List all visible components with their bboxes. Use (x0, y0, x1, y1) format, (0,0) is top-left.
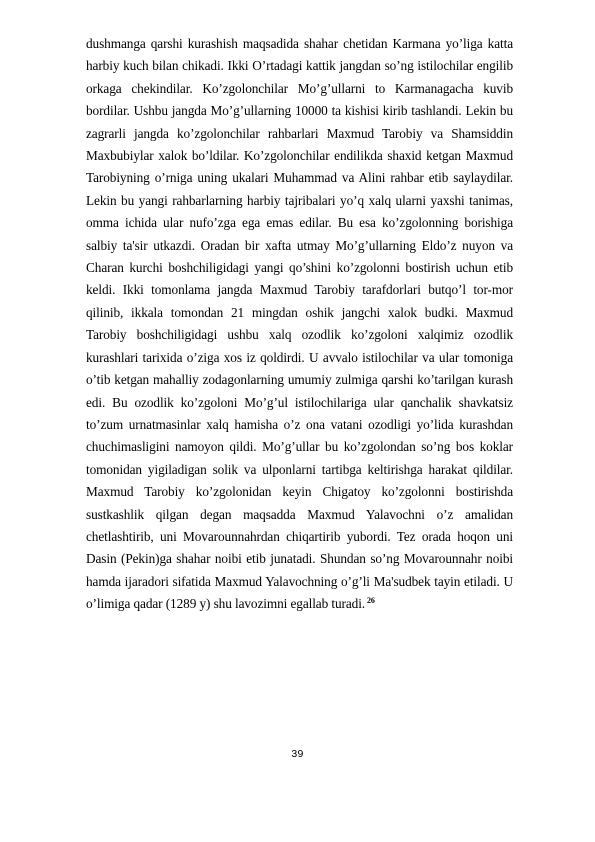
footnote-marker[interactable]: 26 (367, 595, 375, 605)
paragraph-text: dushmanga qarshi kurashish maqsadida shahar chetidan Karmana yo’liga katta harbiy kuch bilan chikadi. Ikki O’rtadagi kattik jangdan so’ng istilochilar engilib orkaga chekindilar. Ko’zgolonchilar Mo’g’ullarni to Karmanagacha kuvib bordilar. Ushbu jangda Mo’g’ullarning 10000 ta kishisi kirib tashlandi. Lekin bu zagrarli jangda ko’zgolonchilar rahbarlari Maxmud Tarobiy va Shamsiddin Maxbubiylar xalok bo’ldilar. Ko’zgolonchilar endilikda shaxid ketgan Maxmud Tarobiyning o’rniga uning ukalari Muhammad va Alini rahbar etib saylaydilar. Lekin bu yangi rahbarlarning harbiy tajribalari yo’q xalq ularni yaxshi tanimas, omma ichida ular nufo’zga ega emas edilar. Bu esa ko’zgolonning borishiga salbiy ta'sir utkazdi. Oradan bir xafta utmay Mo’g’ullarning Eldo’z nuyon va Charan kurchi boshchiligidagi yangi qo’shini ko’zgolonni bostirish uchun etib keldi. Ikki tomonlama jangda Maxmud Tarobiy tarafdorlari butqo’l tor-mor qilinib, ikkala tomondan 21 mingdan oshik jangchi xalok budki. Maxmud Tarobiy boshchiligidagi ushbu xalq ozodlik ko’zgoloni xalqimiz ozodlik kurashlari tarixida o’ziga xos iz qoldirdi. U avvalo istilochilar va ular tomoniga o’tib ketgan mahalliy zodagonlarning umumiy zulmiga qarshi ko’tarilgan kurash edi. Bu ozodlik ko’zgoloni Mo’g’ul istilochilariga ular qanchalik shavkatsiz to’zum urnatmasinlar xalq hamisha o’z ona vatani ozodligi yo’lida kurashdan chuchimasligini namoyon qildi. Mo’g’ullar bu ko’zgolondan so’ng bos koklar tomonidan yigiladigan solik va ulponlarni tartibga keltirishga harakat qildilar. Maxmud Tarobiy ko’zgolonidan keyin Chigatoy ko’zgolonni bostirishda sustkashlik qilgan degan maqsadda Maxmud Yalavochni o’z amalidan chetlashtirib, uni Movarounnahrdan chiqartirib yubordi. Tez orada hoqon uni Dasin (Pekin)ga shahar noibi etib junatadi. Shundan so’ng Movarounnahr noibi hamda ijaradori sifatida Maxmud Yalavochning o’g’li Ma'sudbek tayin etiladi. U o’limiga qadar (1289 y) shu lavozimni egallab turadi. (86, 36, 513, 612)
page-number: 39 (291, 748, 304, 760)
body-paragraph (86, 33, 513, 616)
